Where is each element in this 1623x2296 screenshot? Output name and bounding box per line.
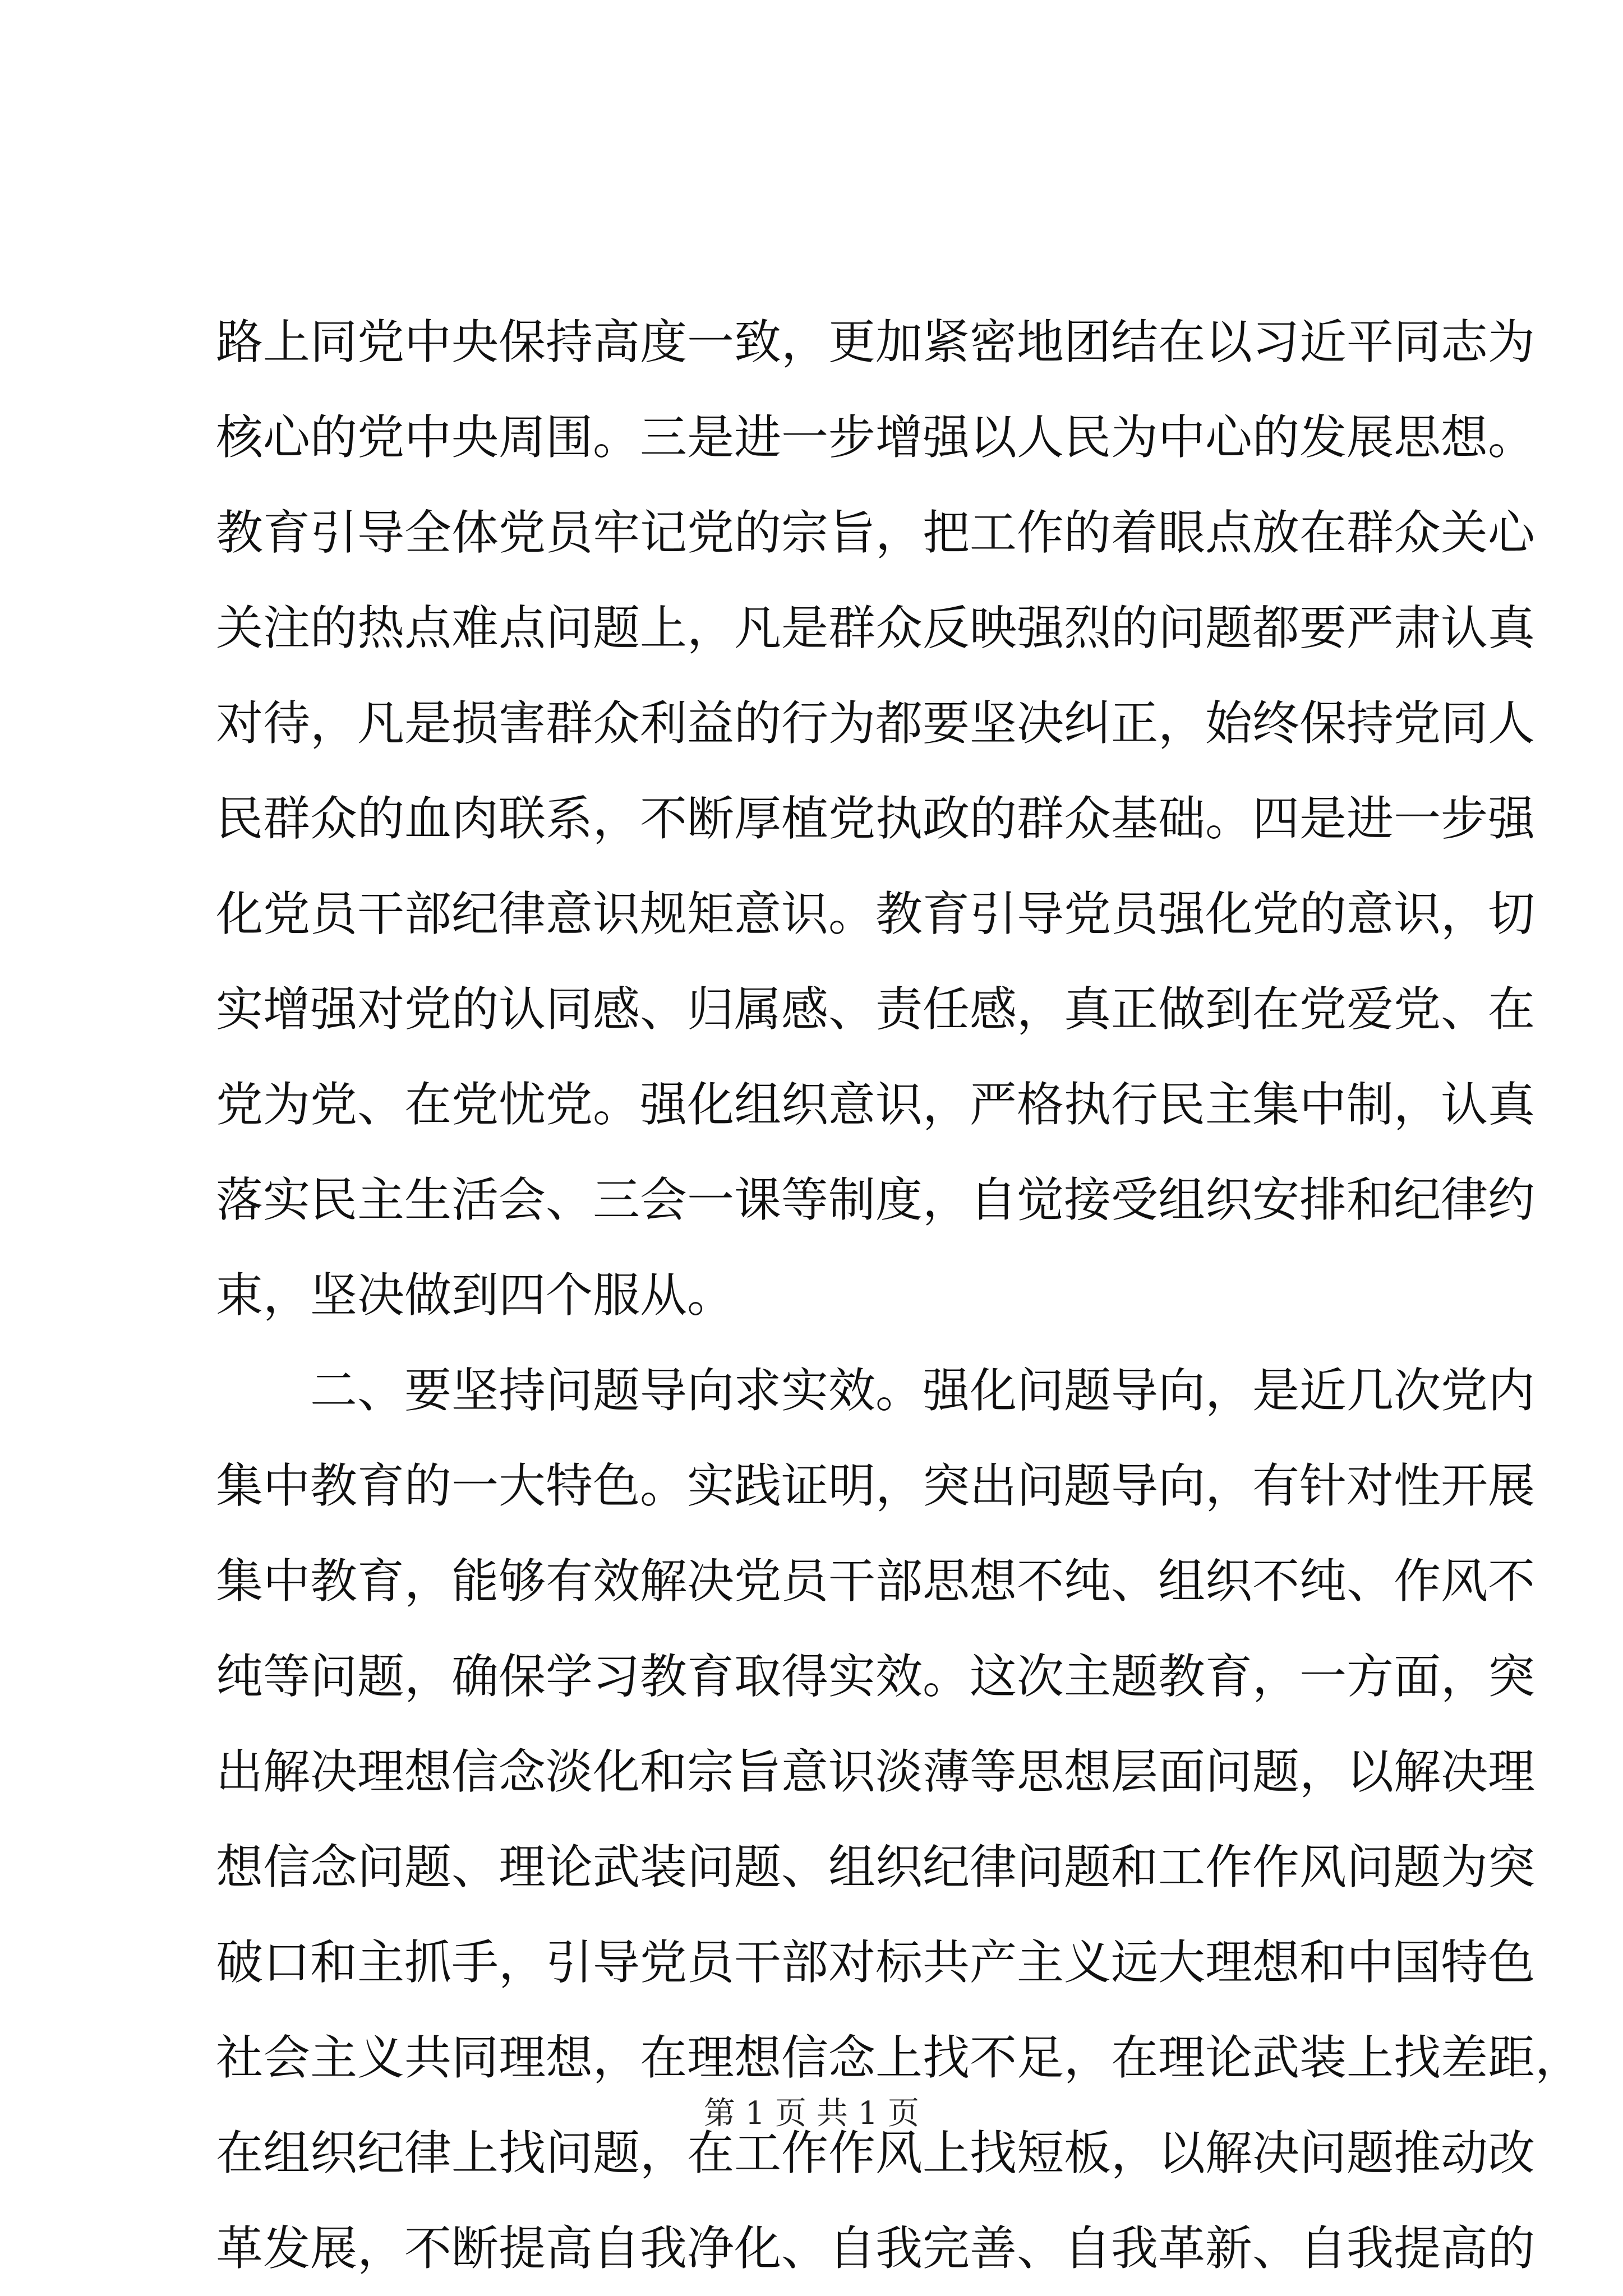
text-line: 落实民主生活会、三会一课等制度，自觉接受组织安排和纪律约 [216, 1172, 1536, 1227]
text-line: 核心的党中央周围。三是进一步增强以人民为中心的发展思想。 [216, 410, 1536, 465]
text-line: 党为党、在党忧党。强化组织意识，严格执行民主集中制，认真 [216, 1077, 1536, 1132]
paragraph-2 [216, 1343, 1583, 2296]
text-line: 破口和主抓手，引导党员干部对标共产主义远大理想和中国特色 [216, 1935, 1536, 1990]
text-line: 化党员干部纪律意识规矩意识。教育引导党员强化党的意识，切 [216, 886, 1536, 941]
text-line: 革发展，不断提高自我净化、自我完善、自我革新、自我提高的 [216, 2221, 1536, 2276]
text-line: 在组织纪律上找问题，在工作作风上找短板，以解决问题推动改 [216, 2126, 1536, 2180]
paragraph-1 [216, 294, 1536, 1343]
text-line: 纯等问题，确保学习教育取得实效。这次主题教育，一方面，突 [216, 1649, 1536, 1704]
text-line: 实增强对党的认同感、归属感、责任感，真正做到在党爱党、在 [216, 982, 1536, 1037]
text-line: 关注的热点难点问题上，凡是群众反映强烈的问题都要严肃认真 [216, 600, 1536, 655]
text-line: 束，坚决做到四个服从。 [216, 1268, 735, 1323]
text-line: 路上同党中央保持高度一致，更加紧密地团结在以习近平同志为 [216, 315, 1536, 369]
text-line: 想信念问题、理论武装问题、组织纪律问题和工作作风问题为突 [216, 1840, 1536, 1895]
text-line: 集中教育，能够有效解决党员干部思想不纯、组织不纯、作风不 [216, 1554, 1536, 1609]
text-line: 二、要坚持问题导向求实效。强化问题导向，是近几次党内 [310, 1363, 1536, 1418]
text-line: 集中教育的一大特色。实践证明，突出问题导向，有针对性开展 [216, 1458, 1536, 1513]
text-line: 社会主义共同理想，在理想信念上找不足，在理论武装上找差距， [216, 2030, 1583, 2085]
text-line: 教育引导全体党员牢记党的宗旨，把工作的着眼点放在群众关心 [216, 505, 1536, 560]
page-number-footer: 第 1 页 共 1 页 [703, 2095, 920, 2132]
text-line: 出解决理想信念淡化和宗旨意识淡薄等思想层面问题，以解决理 [216, 1744, 1536, 1799]
document-body [216, 294, 1583, 2296]
text-line: 对待，凡是损害群众利益的行为都要坚决纠正，始终保持党同人 [216, 696, 1536, 751]
text-line: 民群众的血肉联系，不断厚植党执政的群众基础。四是进一步强 [216, 791, 1536, 846]
